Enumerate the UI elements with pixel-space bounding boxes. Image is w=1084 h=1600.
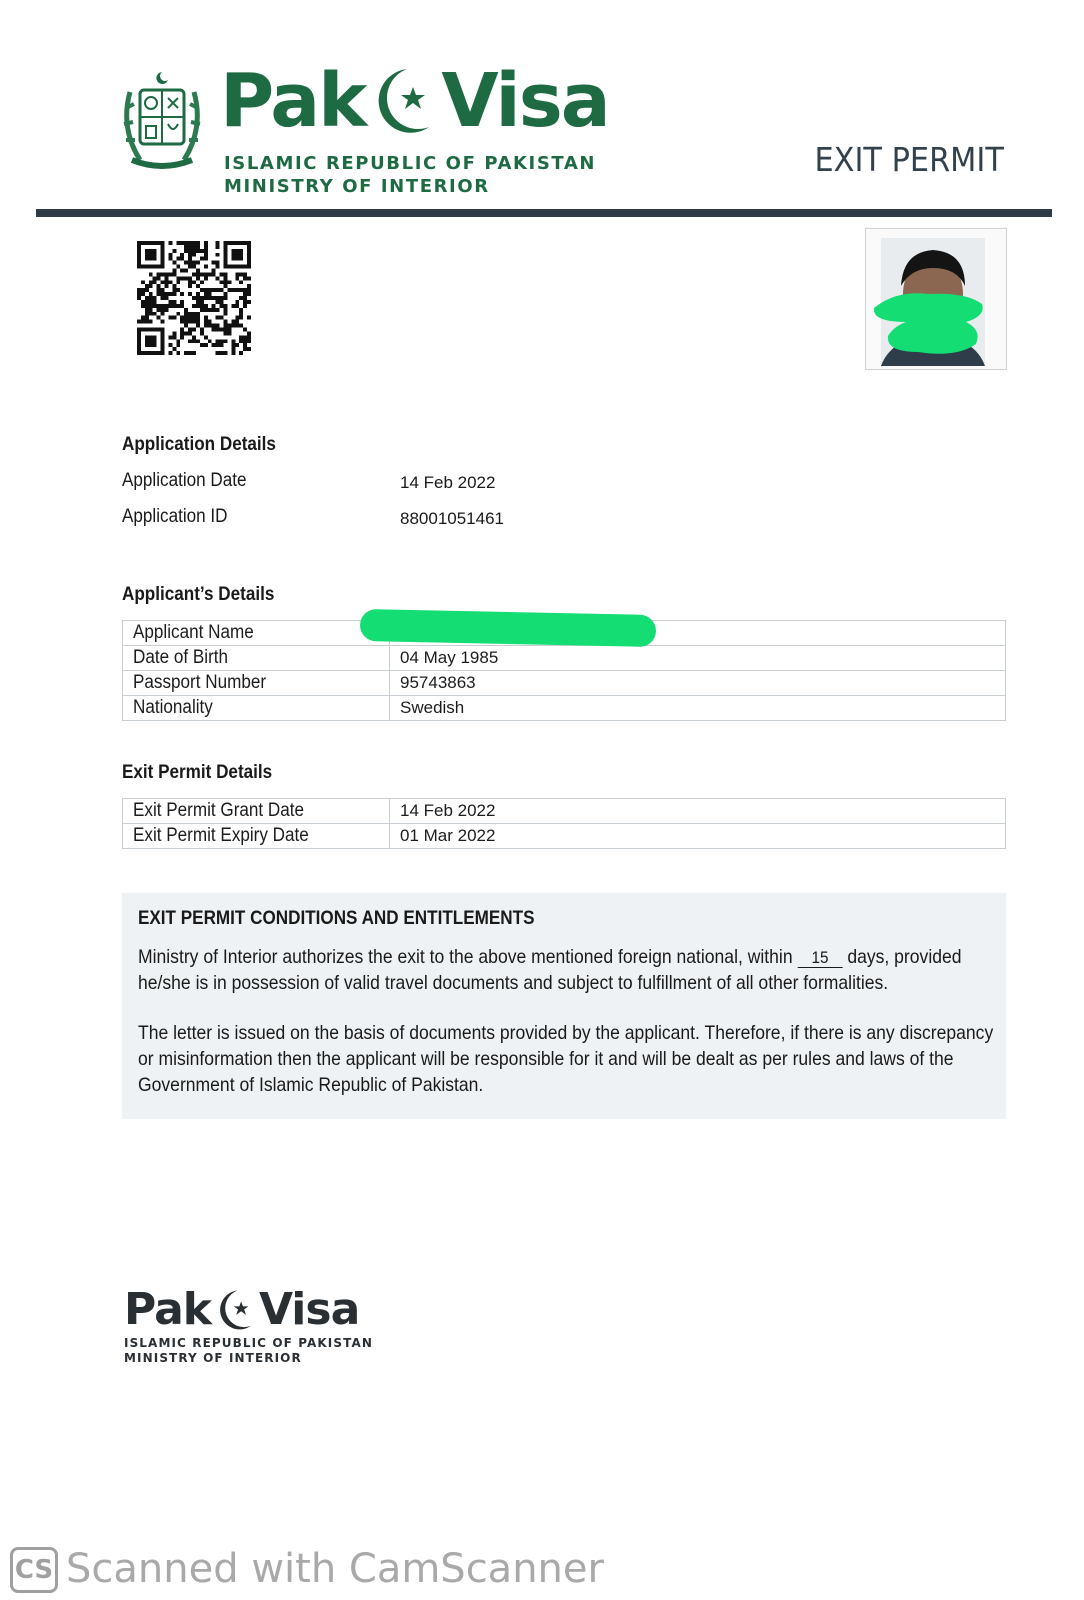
conditions-paragraph-1 [138, 944, 1007, 996]
state-emblem-icon [116, 68, 208, 176]
expiry-date-label: Exit Permit Expiry Date [133, 825, 309, 846]
footer-brand-right: Visa [259, 1284, 360, 1335]
application-id-label: Application ID [122, 506, 228, 527]
nationality-label-cell [123, 696, 390, 721]
applicant-details-title: Applicant’s Details [122, 584, 275, 605]
face-redaction [866, 286, 988, 360]
applicant-name-label: Applicant Name [133, 622, 254, 643]
camscanner-watermark: Scanned with CamScanner [66, 1546, 604, 1592]
application-date-value: 14 Feb 2022 [400, 473, 496, 492]
table-row [123, 671, 1006, 696]
passport-label: Passport Number [133, 672, 267, 693]
passport-value: 95743863 [390, 671, 1006, 696]
grant-date-value: 14 Feb 2022 [390, 799, 1006, 824]
crescent-star-icon [367, 65, 439, 137]
footer-brand-left: Pak [124, 1284, 212, 1335]
qr-code-icon [137, 241, 251, 355]
nationality-value: Swedish [390, 696, 1006, 721]
header-rule [36, 209, 1052, 217]
passport-label-cell [123, 671, 390, 696]
expiry-date-value: 01 Mar 2022 [390, 824, 1006, 849]
table-row [123, 799, 1006, 824]
nationality-label: Nationality [133, 697, 213, 718]
application-id-value: 88001051461 [400, 509, 505, 528]
brand-line-2: MINISTRY OF INTERIOR [224, 176, 490, 197]
days-value: 15 [797, 949, 842, 968]
grant-date-label: Exit Permit Grant Date [133, 800, 305, 821]
pakvisa-logo [220, 58, 609, 144]
camscanner-logo: CS [10, 1547, 58, 1593]
conditions-title: EXIT PERMIT CONDITIONS AND ENTITLEMENTS [138, 908, 535, 929]
document-title: EXIT PERMIT [814, 140, 1004, 179]
footer-brand-line-1: ISLAMIC REPUBLIC OF PAKISTAN [124, 1336, 373, 1350]
application-details-title: Application Details [122, 434, 276, 455]
grant-date-label-cell [123, 799, 390, 824]
crescent-star-icon [213, 1288, 257, 1332]
dob-label-cell [123, 646, 390, 671]
brand-line-1: ISLAMIC REPUBLIC OF PAKISTAN [224, 153, 597, 174]
table-row [123, 696, 1006, 721]
brand-left: Pak [220, 58, 366, 144]
expiry-date-label-cell [123, 824, 390, 849]
para1-text-before: Ministry of Interior authorizes the exit to the above mentioned foreign national, within [138, 946, 798, 968]
dob-label: Date of Birth [133, 647, 229, 668]
para1-text-after: days, provided he/she is in possession of valid travel documents and subject to fulfillment of all other formalities. [138, 946, 962, 994]
applicant-name-label-cell [123, 621, 390, 646]
footer-logo [124, 1284, 373, 1366]
application-date-label: Application Date [122, 470, 247, 491]
table-row [123, 824, 1006, 849]
table-row [123, 646, 1006, 671]
footer-brand-line-2: MINISTRY OF INTERIOR [124, 1351, 302, 1365]
exit-permit-table [122, 798, 1006, 849]
exit-permit-details-title: Exit Permit Details [122, 762, 273, 783]
name-redaction [360, 609, 657, 647]
conditions-paragraph-2: The letter is issued on the basis of documents provided by the applicant. Therefore, if there is any discrepancy or misinformation then the applicant will be responsible for it and will be dealt as per rules and laws of the Government of Islamic Republic of Pakistan. [138, 1022, 994, 1096]
dob-value: 04 May 1985 [390, 646, 1006, 671]
brand-right: Visa [441, 58, 609, 144]
